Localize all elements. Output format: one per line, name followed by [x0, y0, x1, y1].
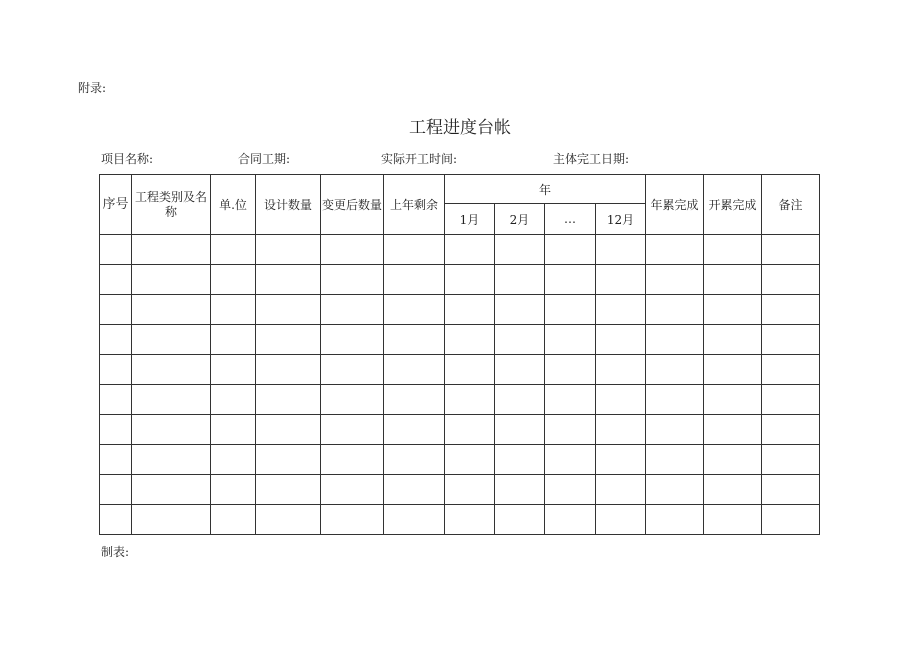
table-cell[interactable] [762, 265, 820, 295]
table-cell[interactable] [384, 265, 445, 295]
table-cell[interactable] [495, 235, 545, 265]
table-cell[interactable] [384, 295, 445, 325]
table-cell[interactable] [704, 415, 762, 445]
table-cell[interactable] [384, 445, 445, 475]
table-cell[interactable] [545, 355, 596, 385]
table-cell[interactable] [445, 295, 495, 325]
table-row [100, 475, 820, 505]
table-row [100, 325, 820, 355]
table-cell[interactable] [646, 385, 704, 415]
table-row [100, 235, 820, 265]
table-cell[interactable] [545, 295, 596, 325]
table-cell[interactable] [445, 355, 495, 385]
table-row [100, 505, 820, 535]
table-cell[interactable] [321, 505, 384, 535]
table-cell[interactable] [132, 385, 211, 415]
table-cell[interactable] [495, 445, 545, 475]
table-cell[interactable] [211, 325, 256, 355]
table-cell[interactable] [762, 355, 820, 385]
header-changed-qty: 变更后数量 [321, 175, 384, 235]
table-cell[interactable] [704, 295, 762, 325]
table-cell[interactable] [321, 295, 384, 325]
table-cell[interactable] [445, 445, 495, 475]
table-cell[interactable] [596, 385, 646, 415]
table-cell[interactable] [256, 415, 321, 445]
header-month-12: 12月 [596, 204, 646, 235]
table-cell[interactable] [762, 385, 820, 415]
table-cell[interactable] [321, 325, 384, 355]
table-cell[interactable] [384, 415, 445, 445]
header-design-qty: 设计数量 [256, 175, 321, 235]
table-cell[interactable] [646, 265, 704, 295]
header-remarks: 备注 [762, 175, 820, 235]
table-cell[interactable] [495, 295, 545, 325]
table-cell[interactable] [132, 505, 211, 535]
table-cell[interactable] [762, 505, 820, 535]
table-cell[interactable] [321, 415, 384, 445]
table-cell[interactable] [100, 355, 132, 385]
project-name-label: 项目名称: [101, 152, 154, 166]
table-cell[interactable] [762, 415, 820, 445]
table-cell[interactable] [256, 295, 321, 325]
table-row [100, 445, 820, 475]
table-cell[interactable] [256, 505, 321, 535]
table-cell[interactable] [704, 505, 762, 535]
table-cell[interactable] [256, 355, 321, 385]
table-cell[interactable] [495, 415, 545, 445]
table-cell[interactable] [596, 475, 646, 505]
table-cell[interactable] [132, 265, 211, 295]
ledger-body [100, 235, 820, 535]
table-cell[interactable] [211, 505, 256, 535]
table-cell[interactable] [384, 235, 445, 265]
table-cell[interactable] [646, 235, 704, 265]
table-cell[interactable] [704, 385, 762, 415]
table-cell[interactable] [646, 505, 704, 535]
table-cell[interactable] [256, 385, 321, 415]
table-cell[interactable] [445, 265, 495, 295]
table-cell[interactable] [762, 235, 820, 265]
table-cell[interactable] [321, 385, 384, 415]
table-cell[interactable] [545, 235, 596, 265]
table-cell[interactable] [321, 355, 384, 385]
table-cell[interactable] [211, 235, 256, 265]
table-cell[interactable] [132, 415, 211, 445]
table-cell[interactable] [646, 355, 704, 385]
table-cell[interactable] [100, 415, 132, 445]
table-cell[interactable] [704, 355, 762, 385]
table-cell[interactable] [596, 505, 646, 535]
table-cell[interactable] [211, 265, 256, 295]
table-cell[interactable] [100, 505, 132, 535]
table-cell[interactable] [495, 265, 545, 295]
table-cell[interactable] [211, 295, 256, 325]
table-cell[interactable] [384, 475, 445, 505]
table-cell[interactable] [445, 385, 495, 415]
table-cell[interactable] [132, 355, 211, 385]
table-cell[interactable] [256, 445, 321, 475]
table-cell[interactable] [321, 445, 384, 475]
header-month-2: 2月 [495, 204, 545, 235]
table-cell[interactable] [495, 505, 545, 535]
table-cell[interactable] [211, 445, 256, 475]
header-last-year-remain: 上年剩余 [384, 175, 445, 235]
table-cell[interactable] [704, 265, 762, 295]
table-cell[interactable] [321, 475, 384, 505]
table-cell[interactable] [646, 445, 704, 475]
table-cell[interactable] [762, 295, 820, 325]
contract-period-label: 合同工期: [238, 152, 291, 166]
header-start-cumulative: 开累完成 [704, 175, 762, 235]
table-cell[interactable] [384, 325, 445, 355]
table-cell[interactable] [646, 325, 704, 355]
table-cell[interactable] [100, 295, 132, 325]
table-cell[interactable] [762, 445, 820, 475]
table-cell[interactable] [256, 265, 321, 295]
header-unit: 单.位 [211, 175, 256, 235]
main-completion-label: 主体完工日期: [553, 152, 630, 166]
table-cell[interactable] [100, 445, 132, 475]
table-cell[interactable] [596, 235, 646, 265]
table-cell[interactable] [211, 415, 256, 445]
table-cell[interactable] [495, 355, 545, 385]
table-cell[interactable] [596, 415, 646, 445]
table-cell[interactable] [704, 235, 762, 265]
table-cell[interactable] [100, 475, 132, 505]
table-cell[interactable] [321, 235, 384, 265]
table-cell[interactable] [384, 505, 445, 535]
table-row [100, 355, 820, 385]
table-cell[interactable] [545, 505, 596, 535]
table-cell[interactable] [211, 355, 256, 385]
table-cell[interactable] [445, 415, 495, 445]
table-cell[interactable] [132, 235, 211, 265]
table-cell[interactable] [545, 385, 596, 415]
table-row [100, 385, 820, 415]
table-row [100, 295, 820, 325]
table-cell[interactable] [545, 325, 596, 355]
table-cell[interactable] [100, 235, 132, 265]
table-cell[interactable] [256, 325, 321, 355]
table-cell[interactable] [545, 475, 596, 505]
actual-start-label: 实际开工时间: [381, 152, 458, 166]
table-cell[interactable] [132, 445, 211, 475]
table-cell[interactable] [495, 475, 545, 505]
table-cell[interactable] [132, 325, 211, 355]
table-cell[interactable] [256, 475, 321, 505]
progress-ledger-table [99, 174, 820, 535]
table-cell[interactable] [762, 325, 820, 355]
header-month-ellipsis: … [545, 204, 596, 235]
table-cell[interactable] [132, 295, 211, 325]
table-cell[interactable] [132, 475, 211, 505]
table-cell[interactable] [545, 445, 596, 475]
table-cell[interactable] [256, 235, 321, 265]
table-cell[interactable] [100, 325, 132, 355]
table-cell[interactable] [384, 355, 445, 385]
table-cell[interactable] [495, 325, 545, 355]
table-cell[interactable] [704, 445, 762, 475]
table-cell[interactable] [384, 385, 445, 415]
table-cell[interactable] [495, 385, 545, 415]
page-title: 工程进度台帐 [409, 118, 511, 138]
table-cell[interactable] [100, 385, 132, 415]
table-cell[interactable] [646, 475, 704, 505]
footer-label: 制表: [101, 545, 130, 559]
table-cell[interactable] [445, 325, 495, 355]
header-month-1: 1月 [445, 204, 495, 235]
table-cell[interactable] [100, 265, 132, 295]
table-cell[interactable] [596, 445, 646, 475]
table-cell[interactable] [762, 475, 820, 505]
table-cell[interactable] [445, 505, 495, 535]
table-cell[interactable] [596, 265, 646, 295]
table-cell[interactable] [321, 265, 384, 295]
table-row [100, 265, 820, 295]
table-cell[interactable] [646, 415, 704, 445]
header-year: 年 [445, 175, 646, 204]
table-cell[interactable] [211, 475, 256, 505]
table-cell[interactable] [704, 325, 762, 355]
table-cell[interactable] [211, 385, 256, 415]
table-row [100, 415, 820, 445]
header-category: 工程类别及名称 [132, 175, 211, 235]
table-cell[interactable] [646, 295, 704, 325]
header-seq: 序号 [100, 175, 132, 235]
header-row-1 [100, 175, 820, 204]
appendix-label: 附录: [78, 81, 107, 95]
table-cell[interactable] [445, 475, 495, 505]
header-year-cumulative: 年累完成 [646, 175, 704, 235]
table-cell[interactable] [545, 415, 596, 445]
table-cell[interactable] [596, 355, 646, 385]
table-cell[interactable] [445, 235, 495, 265]
table-cell[interactable] [704, 475, 762, 505]
table-cell[interactable] [596, 325, 646, 355]
table-cell[interactable] [596, 295, 646, 325]
table-cell[interactable] [545, 265, 596, 295]
